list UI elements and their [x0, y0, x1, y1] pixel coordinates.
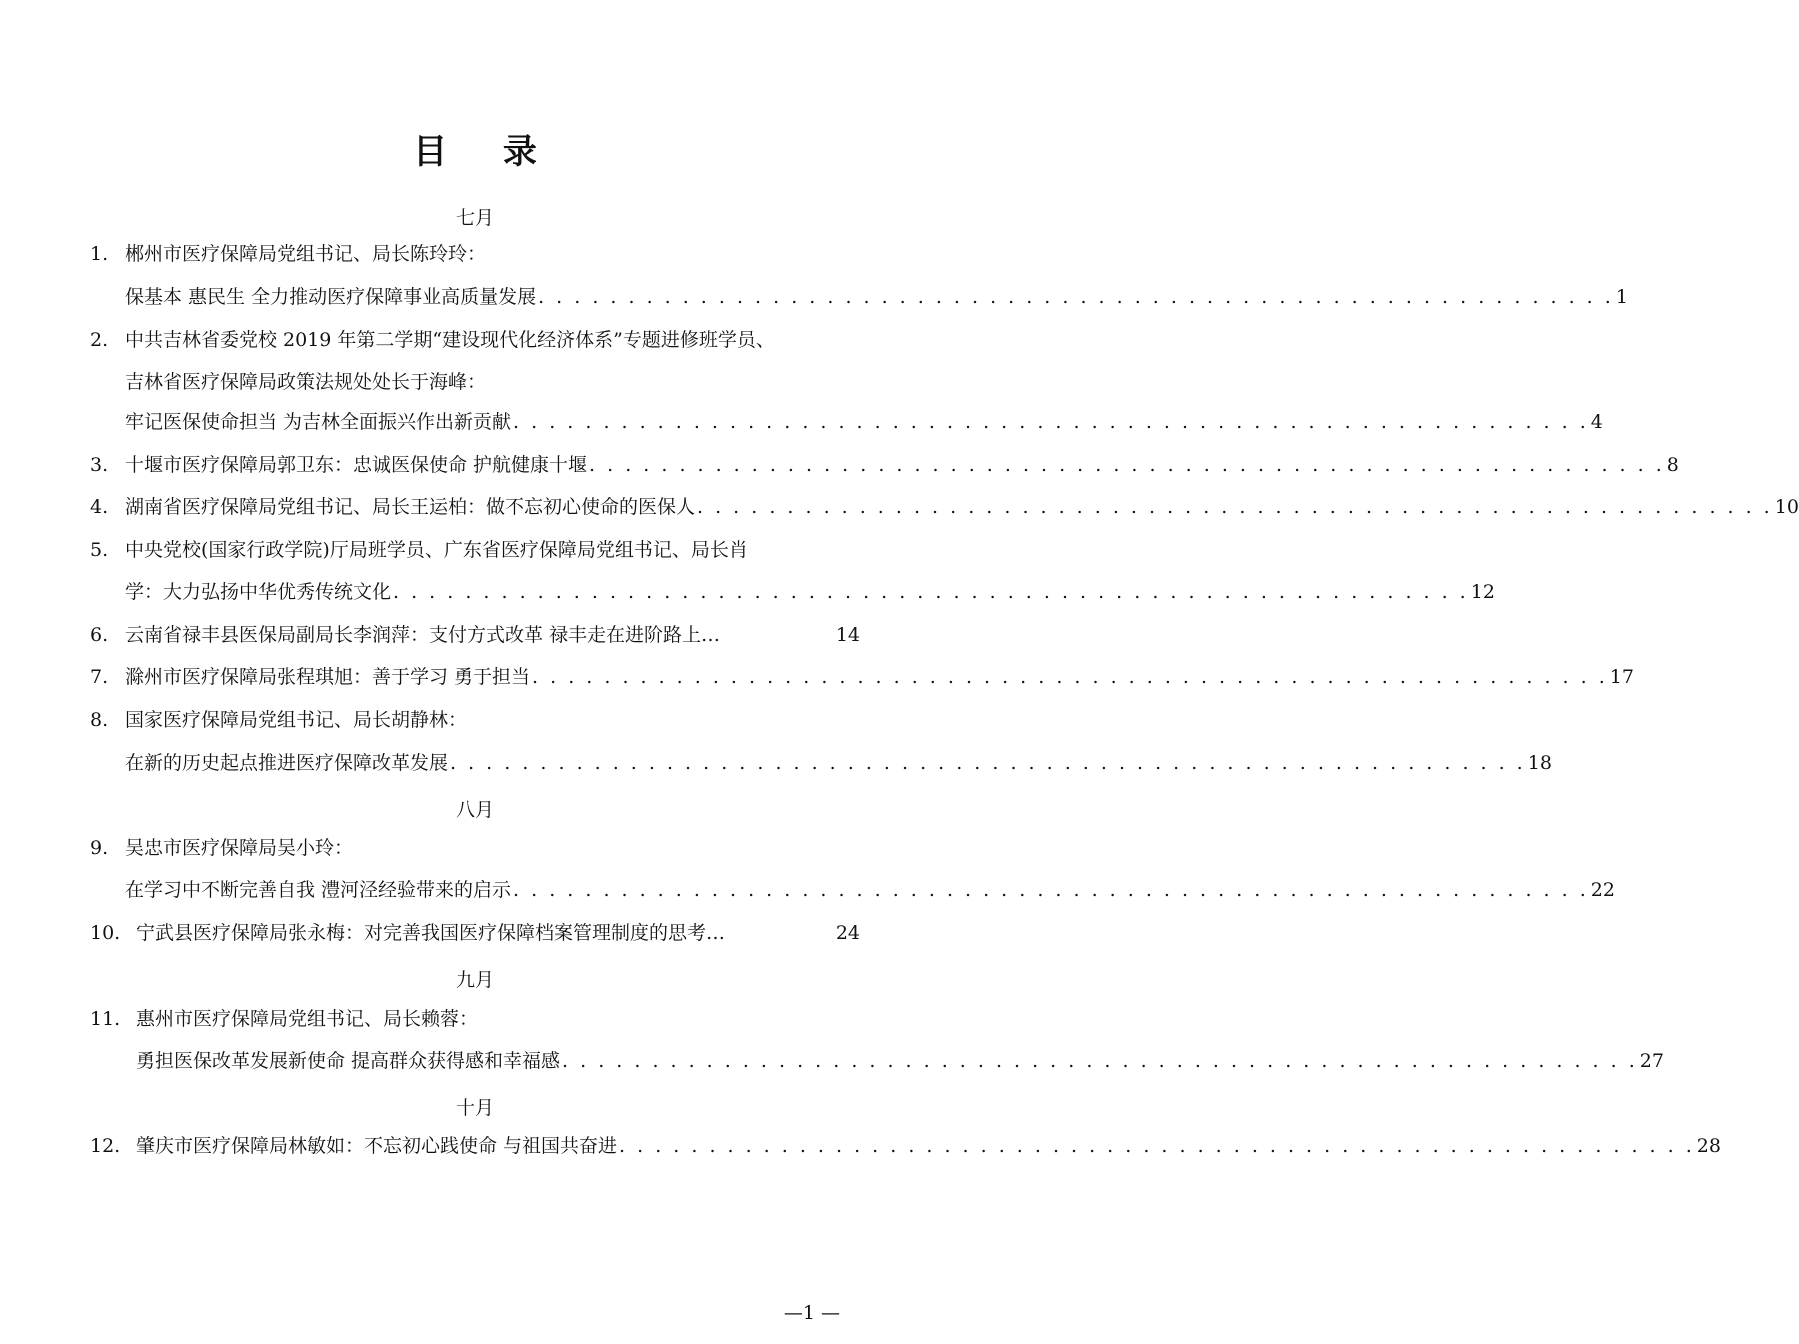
entry-number: 5. — [90, 539, 109, 561]
dot-leader: . . . . . . . . . . . . . . . . . . . . . . . . . . . . . . . . . . . . . . . . . . . . . . . . . . . . . . . . . . . . — [513, 411, 1589, 433]
footer-page-number: —1 — — [783, 1302, 840, 1324]
entry-number: 2. — [90, 329, 109, 351]
dot-leader: . . . . . . . . . . . . . . . . . . . . . . . . . . . . . . . . . . . . . . . . . . . . . . . . . . . . . . . . . . . . — [619, 1135, 1695, 1157]
page-footer — [0, 1302, 950, 1324]
page-number: 12 — [1470, 581, 1495, 603]
toc-entry-7[interactable] — [90, 664, 1634, 690]
entry-number: 1. — [90, 243, 109, 265]
entry-title: 牢记医保使命担当 为吉林全面振兴作出新贡献 — [125, 411, 512, 433]
toc-entry-5[interactable] — [90, 537, 860, 563]
dot-leader: . . . . . . . . . . . . . . . . . . . . . . . . . . . . . . . . . . . . . . . . . . . . . . . . . . . . . . . . . . . . — [562, 1050, 1638, 1072]
entry-number: 8. — [90, 709, 109, 731]
entry-title: 云南省禄丰县医保局副局长李润萍：支付方式改革 禄丰走在进阶路上… — [125, 624, 721, 646]
toc-entry-9-title[interactable] — [125, 877, 1615, 903]
page-number: 4 — [1590, 411, 1603, 433]
month-heading-july: 七月 — [455, 207, 494, 229]
dot-leader: . . . . . . . . . . . . . . . . . . . . . . . . . . . . . . . . . . . . . . . . . . . . . . . . . . . . . . . . . . . . — [450, 752, 1526, 774]
toc-entry-3[interactable] — [90, 452, 1679, 478]
month-heading-august: 八月 — [455, 799, 494, 821]
page-number: 17 — [1609, 666, 1634, 688]
entry-line: 郴州市医疗保障局党组书记、局长陈玲玲： — [125, 243, 487, 265]
entry-number: 10. — [90, 922, 121, 944]
dot-leader: . . . . . . . . . . . . . . . . . . . . . . . . . . . . . . . . . . . . . . . . . . . . . . . . . . . . . . . . . . . . — [589, 454, 1665, 476]
entry-line: 惠州市医疗保障局党组书记、局长赖蓉： — [136, 1008, 479, 1030]
toc-entry-2-line2[interactable] — [125, 369, 860, 395]
entry-line: 吉林省医疗保障局政策法规处处长于海峰： — [125, 371, 487, 393]
page-number: 27 — [1639, 1050, 1664, 1072]
toc-entry-10[interactable] — [90, 920, 860, 946]
entry-number: 6. — [90, 624, 109, 646]
page-title: 目 录 — [413, 132, 559, 172]
entry-number: 11. — [90, 1008, 121, 1030]
entry-title: 肇庆市医疗保障局林敏如：不忘初心践使命 与祖国共奋进 — [136, 1135, 618, 1157]
toc-entry-5-title[interactable] — [125, 579, 1495, 605]
entry-line: 吴忠市医疗保障局吴小玲： — [125, 837, 354, 859]
entry-title: 滁州市医疗保障局张程琪旭：善于学习 勇于担当 — [125, 666, 531, 688]
toc-entry-11-title[interactable] — [136, 1048, 1664, 1074]
page-number: 14 — [835, 624, 860, 646]
toc-entry-6[interactable] — [90, 622, 860, 648]
entry-title: 在学习中不断完善自我 澧河泾经验带来的启示 — [125, 879, 512, 901]
page-number: 28 — [1696, 1135, 1721, 1157]
entry-number: 4. — [90, 496, 109, 518]
toc-entry-2[interactable] — [90, 327, 860, 353]
entry-line: 中共吉林省委党校 2019 年第二学期“建设现代化经济体系”专题进修班学员、 — [125, 329, 775, 351]
toc-entry-11[interactable] — [90, 1006, 860, 1032]
entry-title: 十堰市医疗保障局郭卫东：忠诚医保使命 护航健康十堰 — [125, 454, 588, 476]
entry-title: 勇担医保改革发展新使命 提高群众获得感和幸福感 — [136, 1050, 561, 1072]
dot-leader: . . . . . . . . . . . . . . . . . . . . . . . . . . . . . . . . . . . . . . . . . . . . . . . . . . . . . . . . . . . . — [532, 666, 1608, 688]
month-heading-october: 十月 — [455, 1097, 494, 1119]
page-number: 1 — [1615, 286, 1628, 308]
entry-title: 宁武县医疗保障局张永梅：对完善我国医疗保障档案管理制度的思考… — [136, 922, 726, 944]
month-heading-september: 九月 — [455, 969, 494, 991]
toc-entry-2-title[interactable] — [125, 409, 1603, 435]
dot-leader: . . . . . . . . . . . . . . . . . . . . . . . . . . . . . . . . . . . . . . . . . . . . . . . . . . . . . . . . . . . . — [538, 286, 1614, 308]
entry-number: 12. — [90, 1135, 121, 1157]
toc-entry-12[interactable] — [90, 1133, 1721, 1159]
page-number: 10 — [1774, 496, 1799, 518]
page-number: 18 — [1527, 752, 1552, 774]
toc-entry-4[interactable] — [90, 494, 1799, 520]
entry-title: 湖南省医疗保障局党组书记、局长王运柏：做不忘初心使命的医保人 — [125, 496, 696, 518]
toc-entry-1-title[interactable] — [125, 284, 1628, 310]
dot-leader: . . . . . . . . . . . . . . . . . . . . . . . . . . . . . . . . . . . . . . . . . . . . . . . . . . . . . . . . . . . . — [393, 581, 1469, 603]
dot-leader: . . . . . . . . . . . . . . . . . . . . . . . . . . . . . . . . . . . . . . . . . . . . . . . . . . . . . . . . . . . . — [697, 496, 1773, 518]
entry-title: 保基本 惠民生 全力推动医疗保障事业高质量发展 — [125, 286, 537, 308]
entry-title: 在新的历史起点推进医疗保障改革发展 — [125, 752, 449, 774]
entry-number: 9. — [90, 837, 109, 859]
entry-title: 学：大力弘扬中华优秀传统文化 — [125, 581, 392, 603]
toc-entry-8-title[interactable] — [125, 750, 1552, 776]
entry-number: 7. — [90, 666, 109, 688]
dot-leader: . . . . . . . . . . . . . . . . . . . . . . . . . . . . . . . . . . . . . . . . . . . . . . . . . . . . . . . . . . . . — [513, 879, 1589, 901]
page-number: 8 — [1666, 454, 1679, 476]
entry-number: 3. — [90, 454, 109, 476]
toc-entry-9[interactable] — [90, 835, 860, 861]
toc-entry-1[interactable] — [90, 241, 860, 267]
page-number: 24 — [835, 922, 860, 944]
toc-entry-8[interactable] — [90, 707, 860, 733]
page-number: 22 — [1590, 879, 1615, 901]
entry-line: 中央党校(国家行政学院)厅局班学员、广东省医疗保障局党组书记、局长肖 — [125, 539, 748, 561]
entry-line: 国家医疗保障局党组书记、局长胡静林： — [125, 709, 468, 731]
